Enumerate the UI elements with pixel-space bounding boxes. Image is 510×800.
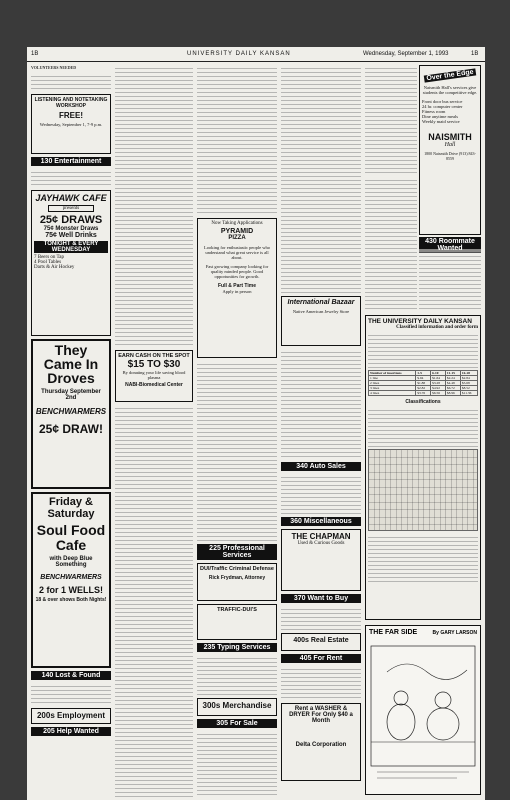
rate-cell: $8.52 [460,386,477,391]
chapman-name: THE CHAPMAN [291,532,351,541]
rate-cell: $3.76 [416,391,431,396]
pizza-logo: PIZZA [228,235,246,241]
rate-cell: $3.28 [431,381,446,386]
employment-label: 200s Employment [36,711,106,720]
merchandise-label: 300s Merchandise [202,701,272,710]
monster-draws: 75¢ Monster Draws [43,226,99,232]
rate-cell: 3 lines [369,386,416,391]
chapman-ad [281,529,361,591]
bullet-item: Weekly maid service [422,119,460,124]
listening-date: Wednesday, September 1, 7-9 p.m. [39,122,103,127]
far-side-title: THE FAR SIDE [369,629,418,636]
rate-header: 16-20 [460,371,477,376]
earn-subtitle: By donating your life saving blood plasma [122,370,186,380]
volunteers-heading: VOLUNTEERS NEEDED [31,65,77,70]
naismith-address: 1800 Naismith Drive (913) 843-8559 [424,151,476,161]
tonight-item: Darts & Air Hockey [34,265,75,270]
column-5 [365,65,481,625]
pyramid-logo: PYRAMID [220,228,254,235]
naismith-bullets [422,99,478,124]
dui-heading: DUI/Traffic Criminal Defense [200,566,274,572]
dui-defense-ad [197,563,277,601]
bazaar-title: International Bazaar [287,299,355,306]
attorney-name: Rick Frydman, Attorney [208,575,266,581]
rate-header: Number of insertions [369,371,416,376]
earn-amounts: $15 TO $30 [127,359,181,370]
bullet-item: 24 hr. computer center [422,104,463,109]
for-rent-section: 405 For Rent [281,654,361,663]
friday-saturday: Friday & Saturday [47,496,95,520]
naismith-hall-ad [419,65,481,235]
two-for-one-wells: 2 for 1 WELLS! [38,585,103,595]
rate-cell: $11.36 [460,391,477,396]
they-came-headline: They Came In Droves [43,342,99,386]
thursday-date: Thursday September 2nd [41,389,101,401]
listening-title: LISTENING AND NOTETAKING WORKSHOP [34,97,108,109]
paper-name: UNIVERSITY DAILY KANSAN [187,51,291,57]
rate-cell: 4 lines [369,391,416,396]
rate-cell: $1.88 [416,381,431,386]
traffic-heading: TRAFFIC-DUI'S [217,607,257,613]
classifications-label: Classifications [405,399,441,405]
typing-services-section: 235 Typing Services [197,643,277,652]
pizza-growth: Fast growing company looking for quality minded people. Good opportunities for growth. [205,264,269,279]
order-form-grid[interactable] [368,449,478,531]
chapman-sub: Used & Curious Goods [297,541,345,546]
entertainment-section: 130 Entertainment [31,157,111,166]
column-2 [115,65,193,797]
deep-blue-something: with Deep Blue Something [49,556,93,568]
jewelry-store: Native American Jewelry Store [292,309,350,314]
miscellaneous-section: 360 Miscellaneous [281,517,361,526]
now-taking-label: Now Taking Applications [211,221,263,226]
comic-drawing [367,642,479,792]
washer-dryer-ad [281,703,361,781]
page-number-right: 1B [471,51,479,57]
kansan-form-subtitle: Classified information and order form [396,325,478,330]
kansan-form-title: THE UNIVERSITY DAILY KANSAN [368,318,472,325]
eighteen-over: 18 & over shows Both Nights! [35,597,107,603]
help-wanted-section: 205 Help Wanted [31,727,111,736]
rate-cell: 1 line [369,376,416,381]
naismith-tagline: Naismith Hall's services give students the competitive edge. [422,85,478,95]
employment-section [31,708,111,724]
column-3 [197,65,277,797]
for-sale-section: 305 For Sale [197,719,277,728]
rate-row [369,391,478,396]
earn-cash-heading: EARN CASH ON THE SPOT [118,353,190,359]
rate-cell: $6.56 [431,391,446,396]
delta-corp: Delta Corporation [295,742,347,748]
rate-cell: $2.82 [416,386,431,391]
jayhawk-logo: JAYHAWK CAFE [35,193,107,203]
pyramid-pizza-ad [197,218,277,358]
issue-date: Wednesday, September 1, 1993 [363,51,449,57]
want-to-buy-section: 370 Want to Buy [281,594,361,603]
rate-cell: $1.64 [431,376,446,381]
page-header [27,47,485,62]
rate-cell: $6.72 [445,386,460,391]
bullet-item: Front door bus service [422,99,463,104]
rate-cell: $4.48 [445,381,460,386]
benchwarmers-logo-2: BENCHWARMERS [40,574,102,581]
benchwarmers-weekend-ad [31,492,111,668]
rate-cell: $.94 [416,376,431,381]
benchwarmers-logo: BENCHWARMERS [35,407,107,416]
lost-found-section: 140 Lost & Found [31,671,111,680]
washer-offer: Rent a WASHER & DRYER For Only $40 a Month [289,706,353,724]
full-part-time: Full & Part Time [218,283,256,289]
tonight-banner: TONIGHT & EVERY WEDNESDAY [34,241,108,253]
listening-workshop-ad [31,94,111,154]
bullet-item: Fitness room [422,109,446,114]
draw-price: 25¢ DRAW! [38,422,103,436]
well-drinks: 75¢ Well Drinks [45,232,97,239]
professional-services-section: 225 Professional Services [197,544,277,560]
newspaper-page [27,47,485,800]
rate-cell: 2 lines [369,381,416,386]
far-side-comic [365,625,481,795]
real-estate-section [281,633,361,651]
naismith-logo: NAISMITH [428,132,472,142]
column-4 [281,65,361,797]
rate-cell: $8.96 [445,391,460,396]
benchwarmers-thursday-ad [31,339,111,489]
draws-price: 25¢ DRAWS [39,214,103,226]
pizza-pitch: Looking for enthusiastic people who understand what great service is all about. [204,245,270,260]
soul-food-cafe: Soul Food Cafe [36,522,106,553]
international-bazaar-ad [281,296,361,346]
jayhawk-cafe-ad [31,190,111,336]
nabi-center: NABI-Biomedical Center [125,382,183,388]
presents-label: presents [48,205,94,212]
hall-label: Hall [444,142,456,148]
rate-cell: $5.68 [460,381,477,386]
traffic-dui-ad [197,604,277,640]
tonight-item: 4 Pool Tables [34,260,62,265]
page-number-left: 1B [31,51,39,57]
apply-in-person: Apply in person [222,289,252,294]
classified-order-form [365,315,481,620]
merchandise-section [197,698,277,716]
column-1 [31,65,111,739]
free-label: FREE! [59,111,83,120]
roommate-section: 430 Roommate [419,237,481,253]
rate-table [368,370,478,396]
rate-header: 6-10 [431,371,446,376]
real-estate-label: 400s Real Estate [293,637,349,644]
auto-sales-section: 340 Auto Sales [281,462,361,471]
plasma-donation-ad [115,350,193,402]
over-the-edge: Over the Edge [424,68,476,82]
rate-header: 1-5 [416,371,431,376]
tonight-item: 7 Beers on Tap [34,255,64,260]
bullet-item: Dine anytime meals [422,114,458,119]
rate-cell: $2.84 [460,376,477,381]
rate-header: 11-15 [445,371,460,376]
rate-cell: $4.92 [431,386,446,391]
rate-cell: $2.24 [445,376,460,381]
tonight-list [34,255,108,270]
gary-larson-credit: By GARY LARSON [432,630,477,636]
